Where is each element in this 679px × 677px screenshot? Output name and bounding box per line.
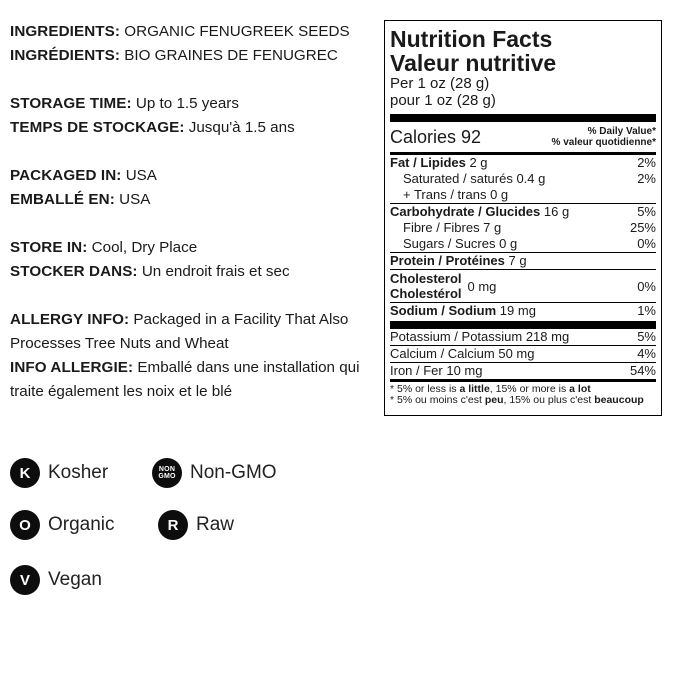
cholesterol-row: Cholesterol Cholestérol 0 mg 0% bbox=[390, 271, 656, 301]
fat-row: Fat / Lipides 2 g 2% bbox=[390, 155, 656, 170]
trans-row: + Trans / trans 0 g bbox=[403, 187, 509, 202]
nutrition-facts-table bbox=[384, 20, 662, 416]
badge-label: Non-GMO bbox=[190, 462, 277, 483]
potassium-row: Potassium / Potassium 218 mg 5% bbox=[390, 329, 656, 344]
fibre-row: Fibre / Fibres 7 g 25% bbox=[403, 220, 656, 235]
nutrition-title-en: Nutrition Facts bbox=[390, 26, 553, 52]
nutrition-title-fr: Valeur nutritive bbox=[390, 50, 557, 76]
calories-label: Calories bbox=[390, 126, 457, 147]
iron-row: Iron / Fer 10 mg 54% bbox=[390, 363, 656, 378]
diet-badges bbox=[10, 458, 340, 608]
organic-icon: O bbox=[10, 510, 40, 540]
carbohydrate-row: Carbohydrate / Glucides 16 g 5% bbox=[390, 204, 656, 219]
storage-time-fr-line: TEMPS DE STOCKAGE: Jusqu'à 1.5 ans bbox=[10, 119, 295, 136]
footnote-fr: * 5% ou moins c'est peu, 15% ou plus c'est beaucoup bbox=[390, 394, 644, 406]
saturated-row: Saturated / saturés 0.4 g 2% bbox=[403, 171, 656, 186]
raw-icon: R bbox=[158, 510, 188, 540]
store-line: STORE IN: Cool, Dry Place bbox=[10, 239, 198, 256]
footnote bbox=[390, 382, 656, 406]
footnote-en: * 5% or less is a little, 15% or more is a lot bbox=[390, 383, 591, 395]
kosher-icon: K bbox=[10, 458, 40, 488]
storage-time-line: STORAGE TIME: Up to 1.5 years bbox=[10, 95, 239, 112]
product-info bbox=[10, 20, 380, 404]
badge-label: Organic bbox=[48, 514, 115, 535]
sodium-row: Sodium / Sodium 19 mg 1% bbox=[390, 303, 656, 318]
badge-label: Vegan bbox=[48, 569, 102, 590]
badge-raw bbox=[158, 510, 234, 540]
serving-fr: pour 1 oz (28 g) bbox=[390, 92, 496, 109]
non-gmo-icon: NON GMO bbox=[152, 458, 182, 488]
dv-header-en: % Daily Value* bbox=[587, 126, 656, 137]
packaged-fr-line: EMBALLÉ EN: USA bbox=[10, 191, 151, 208]
badge-vegan bbox=[10, 565, 102, 595]
protein-row: Protein / Protéines 7 g bbox=[390, 253, 527, 268]
badge-kosher bbox=[10, 458, 108, 488]
sugars-row: Sugars / Sucres 0 g 0% bbox=[403, 236, 656, 251]
calories-value: 92 bbox=[461, 126, 482, 147]
ingredients-fr-line: INGRÉDIENTS: BIO GRAINES DE FENUGREC bbox=[10, 47, 338, 64]
serving-en: Per 1 oz (28 g) bbox=[390, 75, 490, 92]
badge-label: Raw bbox=[196, 514, 235, 535]
allergy-fr-line: INFO ALLERGIE: Emballé dans une installation qui traite également les noix et le blé bbox=[10, 359, 360, 400]
allergy-line: ALLERGY INFO: Packaged in a Facility That Also Processes Tree Nuts and Wheat bbox=[10, 311, 349, 352]
dv-header-fr: % valeur quotidienne* bbox=[551, 137, 656, 148]
badge-non-gmo bbox=[152, 458, 277, 488]
ingredients-line: INGREDIENTS: ORGANIC FENUGREEK SEEDS bbox=[10, 23, 350, 40]
badge-organic bbox=[10, 510, 115, 540]
store-fr-line: STOCKER DANS: Un endroit frais et sec bbox=[10, 263, 290, 280]
badge-label: Kosher bbox=[48, 462, 109, 483]
vegan-icon: V bbox=[10, 565, 40, 595]
calcium-row: Calcium / Calcium 50 mg 4% bbox=[390, 346, 656, 361]
calories-row bbox=[390, 122, 656, 152]
packaged-line: PACKAGED IN: USA bbox=[10, 167, 157, 184]
